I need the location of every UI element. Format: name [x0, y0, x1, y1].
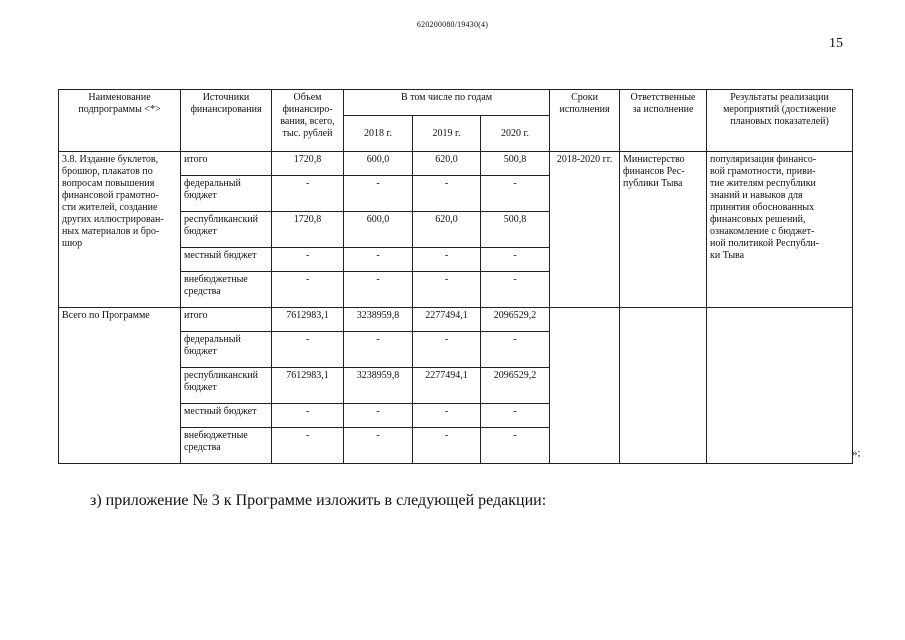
value-2019-cell: -: [413, 272, 481, 308]
value-2018-cell: 600,0: [344, 212, 413, 248]
value-2020-cell: -: [481, 332, 550, 368]
header-name: Наименование подпрограммы <*>: [59, 90, 181, 152]
value-2020-cell: 500,8: [481, 152, 550, 176]
header-by-years: В том числе по годам: [344, 90, 550, 116]
total-cell: -: [272, 332, 344, 368]
value-2018-cell: 3238959,8: [344, 368, 413, 404]
value-2018-cell: -: [344, 248, 413, 272]
source-cell: местный бюджет: [181, 248, 272, 272]
total-cell: -: [272, 176, 344, 212]
total-cell: -: [272, 404, 344, 428]
total-cell: -: [272, 248, 344, 272]
value-2018-cell: -: [344, 272, 413, 308]
value-2020-cell: 2096529,2: [481, 368, 550, 404]
total-cell: 1720,8: [272, 212, 344, 248]
source-cell: внебюджетные средства: [181, 428, 272, 464]
value-2019-cell: -: [413, 176, 481, 212]
value-2020-cell: -: [481, 404, 550, 428]
source-cell: местный бюджет: [181, 404, 272, 428]
program-total-label: Всего по Программе: [59, 308, 181, 464]
source-cell: федеральный бюджет: [181, 176, 272, 212]
page-number: 15: [829, 36, 843, 51]
total-cell: 7612983,1: [272, 368, 344, 404]
value-2018-cell: -: [344, 332, 413, 368]
instruction-text: з) приложение № 3 к Программе изложить в следующей редакции:: [90, 492, 547, 509]
value-2018-cell: -: [344, 428, 413, 464]
header-year-2018: 2018 г.: [344, 116, 413, 152]
value-2020-cell: 2096529,2: [481, 308, 550, 332]
value-2020-cell: -: [481, 428, 550, 464]
header-deadline: Сроки исполнения: [550, 90, 620, 152]
header-responsible: Ответственные за исполнение: [620, 90, 707, 152]
header-year-2020: 2020 г.: [481, 116, 550, 152]
value-2019-cell: -: [413, 248, 481, 272]
total-cell: -: [272, 272, 344, 308]
value-2019-cell: 620,0: [413, 152, 481, 176]
value-2019-cell: 2277494,1: [413, 308, 481, 332]
value-2019-cell: -: [413, 404, 481, 428]
total-cell: 1720,8: [272, 152, 344, 176]
value-2020-cell: -: [481, 176, 550, 212]
source-cell: внебюджетные средства: [181, 272, 272, 308]
document-code: 620200080/19430(4): [416, 20, 489, 29]
total-cell: 7612983,1: [272, 308, 344, 332]
value-2018-cell: 600,0: [344, 152, 413, 176]
results-cell-empty: [707, 308, 853, 464]
source-cell: федеральный бюджет: [181, 332, 272, 368]
total-cell: -: [272, 428, 344, 464]
value-2020-cell: 500,8: [481, 212, 550, 248]
source-cell: итого: [181, 152, 272, 176]
table-row: [59, 308, 853, 332]
responsible-cell: Министерство финансов Рес- публики Тыва: [620, 152, 707, 308]
value-2018-cell: 3238959,8: [344, 308, 413, 332]
value-2019-cell: 620,0: [413, 212, 481, 248]
value-2019-cell: -: [413, 428, 481, 464]
source-cell: итого: [181, 308, 272, 332]
deadline-cell: 2018-2020 гг.: [550, 152, 620, 308]
value-2018-cell: -: [344, 404, 413, 428]
value-2018-cell: -: [344, 176, 413, 212]
subprogram-name: 3.8. Издание буклетов, брошюр, плакатов по вопросам повышения финансовой грамотно- сти жителей, создание других иллюстрирован- ных материалов и бро- шюр: [59, 152, 181, 308]
financing-table: [58, 89, 853, 464]
table-row: [59, 152, 853, 176]
source-cell: республиканский бюджет: [181, 368, 272, 404]
source-cell: республиканский бюджет: [181, 212, 272, 248]
results-cell: популяризация финансо- вой грамотности, приви- тие жителям республики знаний и навыков для принятия обоснованных финансовых решений, ознакомление с бюджет- ной политикой Республи- ки Тыва: [707, 152, 853, 308]
value-2020-cell: -: [481, 248, 550, 272]
value-2019-cell: -: [413, 332, 481, 368]
closing-quote: »;: [852, 447, 861, 459]
value-2020-cell: -: [481, 272, 550, 308]
deadline-cell-empty: [550, 308, 620, 464]
header-volume: Объем финансиро- вания, всего, тыс. рублей: [272, 90, 344, 152]
header-year-2019: 2019 г.: [413, 116, 481, 152]
header-sources: Источники финансирования: [181, 90, 272, 152]
responsible-cell-empty: [620, 308, 707, 464]
header-results: Результаты реализации мероприятий (достижение плановых показателей): [707, 90, 853, 152]
value-2019-cell: 2277494,1: [413, 368, 481, 404]
